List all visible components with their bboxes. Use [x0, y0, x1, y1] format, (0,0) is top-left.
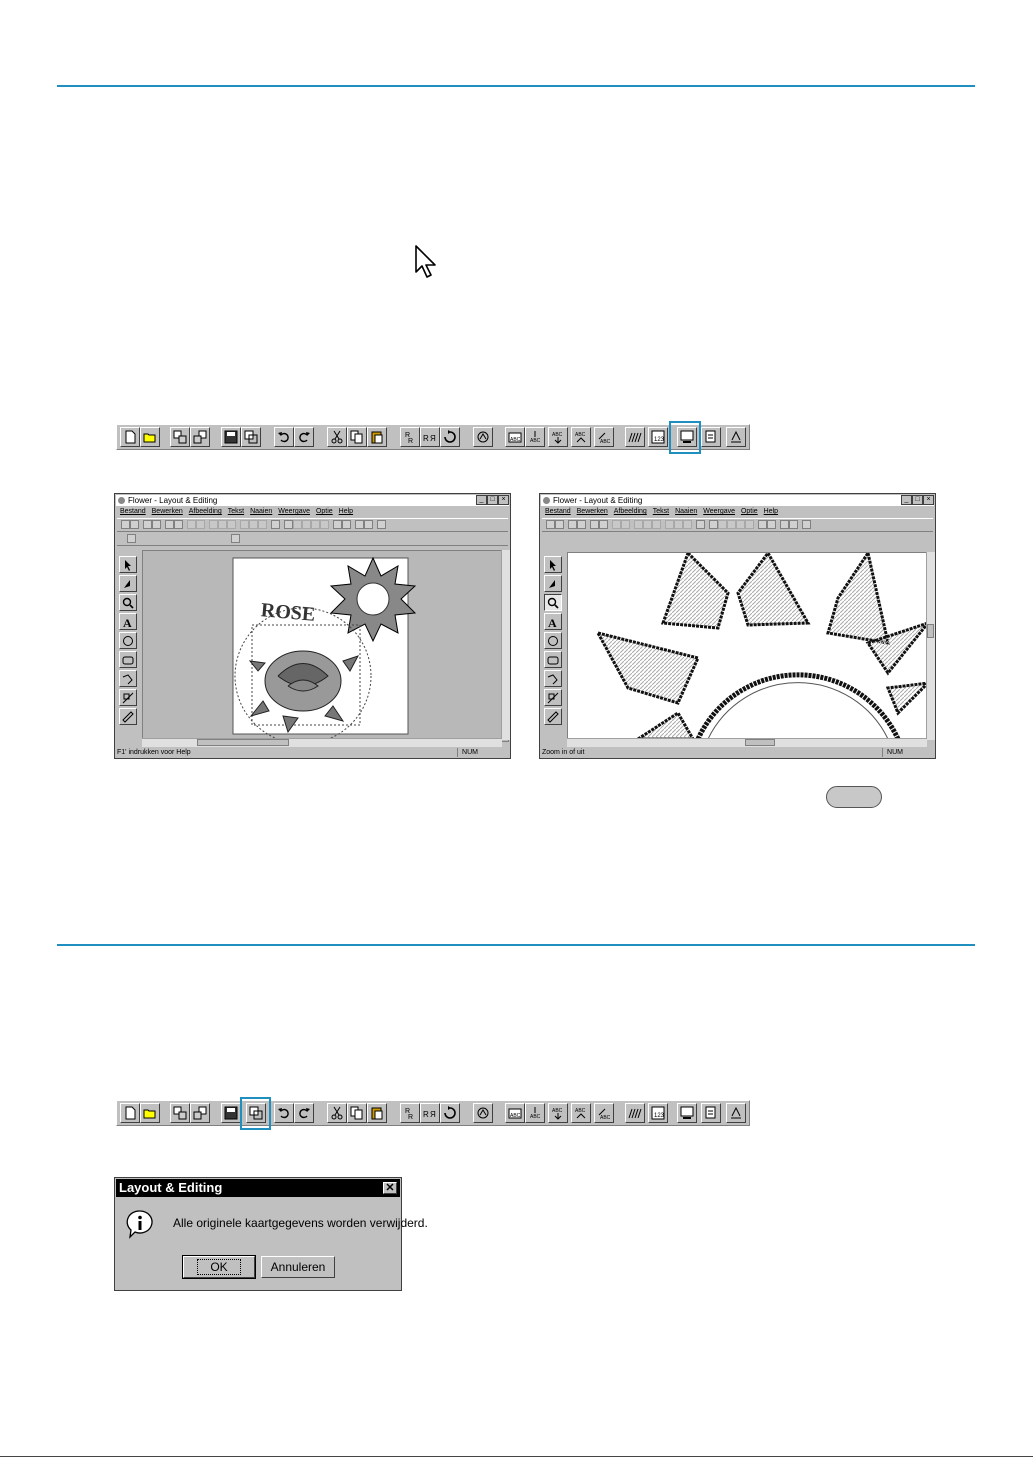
text-transform-button[interactable] — [594, 427, 614, 447]
mini-tool-button[interactable] — [652, 520, 661, 529]
mini-tool-button[interactable] — [240, 520, 249, 529]
svg-text:ABC: ABC — [600, 439, 611, 444]
mini-tool-button[interactable] — [258, 520, 267, 529]
copy-button[interactable] — [347, 1103, 367, 1123]
circle-tool-icon[interactable] — [544, 632, 562, 649]
rectangle-tool-icon[interactable] — [544, 651, 562, 668]
export-button[interactable] — [190, 427, 210, 447]
stitch-setting-button[interactable] — [625, 427, 645, 447]
mini-tool-button[interactable] — [187, 520, 196, 529]
status-help-text: Zoom in of uit — [542, 749, 585, 756]
mini-tool-button[interactable] — [683, 520, 692, 529]
mini-tool-button[interactable] — [355, 520, 364, 529]
mini-tool-button[interactable] — [271, 520, 280, 529]
stitch-simulator-button[interactable] — [473, 427, 493, 447]
app-icon — [117, 496, 126, 505]
mini-tool-button[interactable] — [789, 520, 798, 529]
arrow-cursor-icon — [413, 244, 443, 285]
mini-tool-button[interactable] — [293, 520, 302, 529]
manual-punch-tool-icon[interactable] — [119, 689, 137, 706]
stitch-simulator-button[interactable] — [473, 1103, 493, 1123]
svg-text:R: R — [405, 432, 411, 439]
window-title: Flower - Layout & Editing — [553, 496, 643, 505]
vertical-scrollbar[interactable] — [501, 550, 510, 740]
paste-button[interactable] — [367, 1103, 387, 1123]
mini-tool-button[interactable] — [174, 520, 183, 529]
open-button[interactable] — [140, 427, 160, 447]
svg-text:R: R — [423, 1110, 429, 1119]
cut-button[interactable] — [327, 427, 347, 447]
horizontal-scrollbar[interactable] — [567, 738, 927, 747]
svg-text:Я: Я — [430, 434, 436, 443]
thread-color-button[interactable] — [648, 427, 668, 447]
text-path-button[interactable] — [548, 427, 568, 447]
menu-weergave[interactable]: Weergave — [278, 508, 310, 515]
outline-tool-icon[interactable] — [119, 670, 137, 687]
menu-afbeelding[interactable]: Afbeelding — [188, 508, 222, 515]
menu-tekst[interactable]: Tekst — [227, 508, 245, 515]
main-toolbar — [116, 424, 750, 450]
menu-bestand[interactable]: Bestand — [545, 508, 571, 515]
page-bottom-line — [0, 1456, 1033, 1457]
rotate-button[interactable] — [440, 1103, 460, 1123]
mini-tool-button[interactable] — [249, 520, 258, 529]
circle-tool-icon[interactable] — [119, 632, 137, 649]
secondary-toolbar — [117, 532, 508, 546]
new-button[interactable] — [120, 427, 140, 447]
export-button[interactable] — [190, 1103, 210, 1123]
new-button[interactable] — [120, 1103, 140, 1123]
mini-tool-button[interactable] — [568, 520, 577, 529]
select-tool-icon[interactable] — [544, 556, 562, 573]
menu-tekst[interactable]: Tekst — [652, 508, 670, 515]
copy-button[interactable] — [347, 427, 367, 447]
mini-tool-button[interactable] — [621, 520, 630, 529]
dialog-close-button[interactable]: ✕ — [383, 1182, 397, 1194]
redo-button[interactable] — [294, 427, 314, 447]
svg-text:A: A — [123, 616, 132, 628]
menu-weergave[interactable]: Weergave — [703, 508, 735, 515]
maximize-button[interactable]: □ — [912, 495, 923, 505]
mini-tool-button[interactable] — [364, 520, 373, 529]
curve-tool-button[interactable] — [127, 534, 136, 543]
mini-tool-button[interactable] — [674, 520, 683, 529]
menu-afbeelding[interactable]: Afbeelding — [613, 508, 647, 515]
mini-tool-button[interactable] — [320, 520, 329, 529]
design-canvas-zoomed[interactable] — [567, 552, 929, 740]
import-button[interactable] — [170, 427, 190, 447]
svg-text:R: R — [408, 438, 414, 444]
text-arc-button[interactable] — [525, 427, 545, 447]
mini-tool-button[interactable] — [780, 520, 789, 529]
main-toolbar-second — [116, 1100, 750, 1126]
menu-help[interactable]: Help — [338, 508, 354, 515]
mini-tool-button[interactable] — [802, 520, 811, 529]
window-title-bar — [541, 495, 934, 506]
svg-text:A: A — [548, 616, 557, 628]
svg-text:ABC: ABC — [600, 1115, 611, 1120]
text-tool-icon[interactable] — [544, 613, 562, 630]
mini-tool-button[interactable] — [333, 520, 342, 529]
text-path-button[interactable] — [548, 1103, 568, 1123]
text-circle-button[interactable] — [571, 1103, 591, 1123]
status-num-indicator: NUM — [882, 748, 903, 757]
cancel-button[interactable]: Annuleren — [261, 1256, 335, 1278]
mini-tool-button[interactable] — [612, 520, 621, 529]
svg-text:R: R — [423, 434, 429, 443]
highlight-monitor-view — [669, 421, 701, 454]
text-box-button[interactable] — [505, 1103, 525, 1123]
design-canvas[interactable] — [142, 550, 509, 742]
mini-tool-button[interactable] — [745, 520, 754, 529]
monitor-view-button[interactable] — [677, 1103, 697, 1123]
text-transform-button[interactable] — [594, 1103, 614, 1123]
close-button[interactable]: × — [498, 495, 509, 505]
print-preview-button[interactable] — [701, 427, 721, 447]
mirror-vertical-button[interactable] — [400, 427, 420, 447]
mini-tool-button[interactable] — [165, 520, 174, 529]
mini-tool-button[interactable] — [696, 520, 705, 529]
point-edit-tool-icon[interactable] — [544, 575, 562, 592]
mini-tool-button[interactable] — [209, 520, 218, 529]
mini-tool-button[interactable] — [577, 520, 586, 529]
section-divider — [57, 944, 975, 946]
tool-palette — [119, 556, 139, 727]
mini-tool-button[interactable] — [665, 520, 674, 529]
mini-tool-button[interactable] — [546, 520, 555, 529]
close-button[interactable]: × — [923, 495, 934, 505]
menu-naaien[interactable]: Naaien — [675, 508, 698, 515]
top-divider — [57, 85, 975, 87]
point-edit-tool-icon[interactable] — [119, 575, 137, 592]
rotate-button[interactable] — [440, 427, 460, 447]
menu-bestand[interactable]: Bestand — [120, 508, 146, 515]
mini-tool-button[interactable] — [143, 520, 152, 529]
svg-text:ABC: ABC — [530, 438, 541, 444]
ok-button[interactable] — [183, 1256, 255, 1278]
mirror-horizontal-button[interactable] — [420, 1103, 440, 1123]
design-page — [143, 551, 508, 741]
convert-button[interactable] — [241, 427, 261, 447]
svg-text:R: R — [405, 1108, 411, 1115]
text-tool-icon[interactable] — [119, 613, 137, 630]
cut-button[interactable] — [327, 1103, 347, 1123]
vertical-scrollbar[interactable] — [926, 552, 935, 740]
dialog-title-bar — [116, 1179, 400, 1197]
paste-button[interactable] — [367, 427, 387, 447]
mirror-vertical-button[interactable] — [400, 1103, 420, 1123]
write-to-card-button[interactable] — [726, 427, 746, 447]
horizontal-scrollbar[interactable] — [142, 738, 502, 747]
mini-tool-button[interactable] — [284, 520, 293, 529]
save-button[interactable] — [221, 1103, 241, 1123]
select-tool-icon[interactable] — [119, 556, 137, 573]
confirm-dialog — [114, 1177, 428, 1291]
svg-text:ABC: ABC — [530, 1114, 541, 1120]
mini-tool-button[interactable] — [377, 520, 386, 529]
mini-tool-button[interactable] — [767, 520, 776, 529]
svg-text:ABC: ABC — [575, 432, 586, 438]
highlight-convert — [240, 1097, 271, 1130]
mini-tool-button[interactable] — [218, 520, 227, 529]
dialog-title: Layout & Editing — [119, 1180, 223, 1195]
menu-optie[interactable]: Optie — [315, 508, 333, 515]
undo-button[interactable] — [274, 427, 294, 447]
mini-tool-button[interactable] — [709, 520, 718, 529]
status-num-indicator: NUM — [457, 748, 478, 757]
status-bar — [542, 748, 933, 757]
text-arc-button[interactable] — [525, 1103, 545, 1123]
status-help-text: F1' indrukken voor Help — [117, 749, 191, 756]
mini-tool-button[interactable] — [727, 520, 736, 529]
layout-editing-window-normal — [114, 493, 511, 759]
mini-toolbar — [117, 518, 508, 532]
mini-tool-button[interactable] — [555, 520, 564, 529]
mini-tool-button[interactable] — [302, 520, 311, 529]
manual-punch-tool-icon[interactable] — [544, 689, 562, 706]
thread-color-button[interactable] — [648, 1103, 668, 1123]
mini-tool-button[interactable] — [590, 520, 599, 529]
svg-text:ABC: ABC — [552, 1108, 563, 1114]
menu-naaien[interactable]: Naaien — [250, 508, 273, 515]
mini-tool-button[interactable] — [196, 520, 205, 529]
open-button[interactable] — [140, 1103, 160, 1123]
menu-bar — [116, 507, 509, 517]
app-icon — [542, 496, 551, 505]
mini-tool-button[interactable] — [718, 520, 727, 529]
svg-text:ABC: ABC — [510, 1113, 521, 1119]
mini-tool-button[interactable] — [311, 520, 320, 529]
svg-text:ABC: ABC — [510, 437, 521, 443]
menu-help[interactable]: Help — [763, 508, 779, 515]
svg-text:123: 123 — [654, 437, 665, 443]
stitch-setting-button[interactable] — [625, 1103, 645, 1123]
menu-bewerken[interactable]: Bewerken — [576, 508, 608, 515]
text-circle-button[interactable] — [571, 427, 591, 447]
key-symbol — [826, 786, 882, 808]
mini-tool-button[interactable] — [643, 520, 652, 529]
svg-text:R: R — [408, 1114, 414, 1120]
mini-tool-button[interactable] — [758, 520, 767, 529]
window-title-bar — [116, 495, 509, 506]
svg-text:123: 123 — [654, 1113, 665, 1119]
undo-button[interactable] — [274, 1103, 294, 1123]
text-box-button[interactable] — [505, 427, 525, 447]
outline-tool-icon[interactable] — [544, 670, 562, 687]
write-to-card-button[interactable] — [726, 1103, 746, 1123]
minimize-button[interactable]: _ — [476, 495, 487, 505]
measure-tool-icon[interactable] — [119, 708, 137, 725]
info-icon — [125, 1209, 155, 1244]
menu-bar — [541, 507, 934, 517]
window-title: Flower - Layout & Editing — [128, 496, 218, 505]
svg-text:ABC: ABC — [575, 1108, 586, 1114]
import-button[interactable] — [170, 1103, 190, 1123]
mini-tool-button[interactable] — [342, 520, 351, 529]
mini-tool-button[interactable] — [152, 520, 161, 529]
status-bar — [117, 748, 508, 757]
mirror-horizontal-button[interactable] — [420, 427, 440, 447]
measure-tool-icon[interactable] — [544, 708, 562, 725]
svg-text:ABC: ABC — [552, 432, 563, 438]
mini-tool-button[interactable] — [599, 520, 608, 529]
menu-optie[interactable]: Optie — [740, 508, 758, 515]
menu-bewerken[interactable]: Bewerken — [151, 508, 183, 515]
mini-tool-button[interactable] — [736, 520, 745, 529]
print-preview-button[interactable] — [701, 1103, 721, 1123]
mini-toolbar — [542, 518, 933, 532]
mini-tool-button[interactable] — [130, 520, 139, 529]
zoomed-sun-embroidery — [568, 553, 928, 739]
layout-editing-window-zoomed — [539, 493, 936, 759]
mini-tool-button[interactable] — [227, 520, 236, 529]
design-text-rose: ROSE — [259, 599, 317, 626]
svg-text:Я: Я — [430, 1110, 436, 1119]
redo-button[interactable] — [294, 1103, 314, 1123]
save-button[interactable] — [221, 427, 241, 447]
minimize-button[interactable]: _ — [901, 495, 912, 505]
dialog-message: Alle originele kaartgegevens worden verwijderd. — [173, 1216, 428, 1230]
zoom-tool-icon[interactable] — [544, 594, 562, 611]
stitch-type-button[interactable] — [231, 534, 240, 543]
rectangle-tool-icon[interactable] — [119, 651, 137, 668]
mini-tool-button[interactable] — [121, 520, 130, 529]
mini-tool-button[interactable] — [634, 520, 643, 529]
zoom-tool-icon[interactable] — [119, 594, 137, 611]
ok-button-label: OK — [197, 1259, 240, 1275]
tool-palette — [544, 556, 564, 727]
maximize-button[interactable]: □ — [487, 495, 498, 505]
